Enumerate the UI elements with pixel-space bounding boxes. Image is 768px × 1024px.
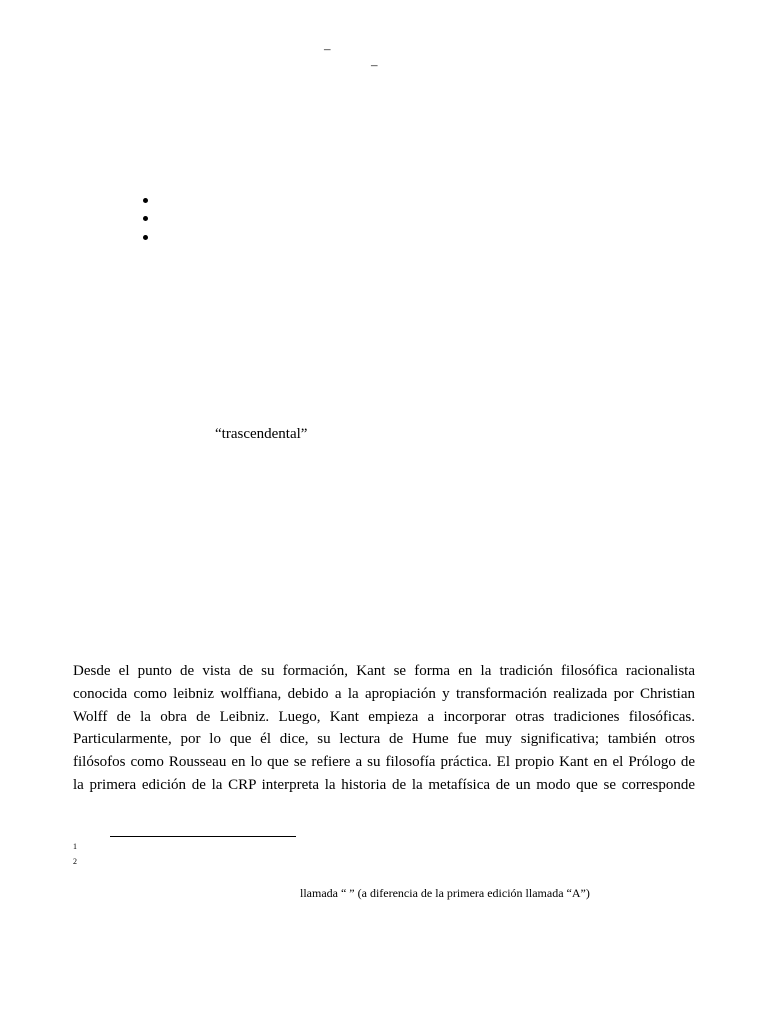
footnote-separator [110,836,296,837]
dash-mark: – [371,57,378,72]
list-bullet [143,198,148,203]
paragraph-line: la primera edición de la CRP interpreta la historia de la metafísica de un modo que se corresponde [73,776,695,793]
paragraph-line: conocida como leibniz wolffiana, debido a la apropiación y transformación realizada por Christian [73,685,695,702]
footnote-number: 1 [73,842,77,851]
footnote-text: llamada “ ” (a diferencia de la primera edición llamada “A”) [300,886,590,900]
dash-mark: – [324,41,331,56]
paragraph-line: filósofos como Rousseau en lo que se refiere a su filosofía práctica. El propio Kant en el Prólogo de [73,754,695,771]
paragraph-line: Particularmente, por lo que él dice, su lectura de Hume fue muy significativa; también otros [73,731,695,748]
list-bullet [143,216,148,221]
list-bullet [143,235,148,240]
paragraph-line: Desde el punto de vista de su formación, Kant se forma en la tradición filosófica racionalista [73,663,695,679]
quoted-term: “trascendental” [215,426,308,442]
footnote-number: 2 [73,857,77,866]
body-paragraph [73,660,695,797]
paragraph-line: Wolff de la obra de Leibniz. Luego, Kant empieza a incorporar otras tradiciones filosóficas. [73,708,695,725]
